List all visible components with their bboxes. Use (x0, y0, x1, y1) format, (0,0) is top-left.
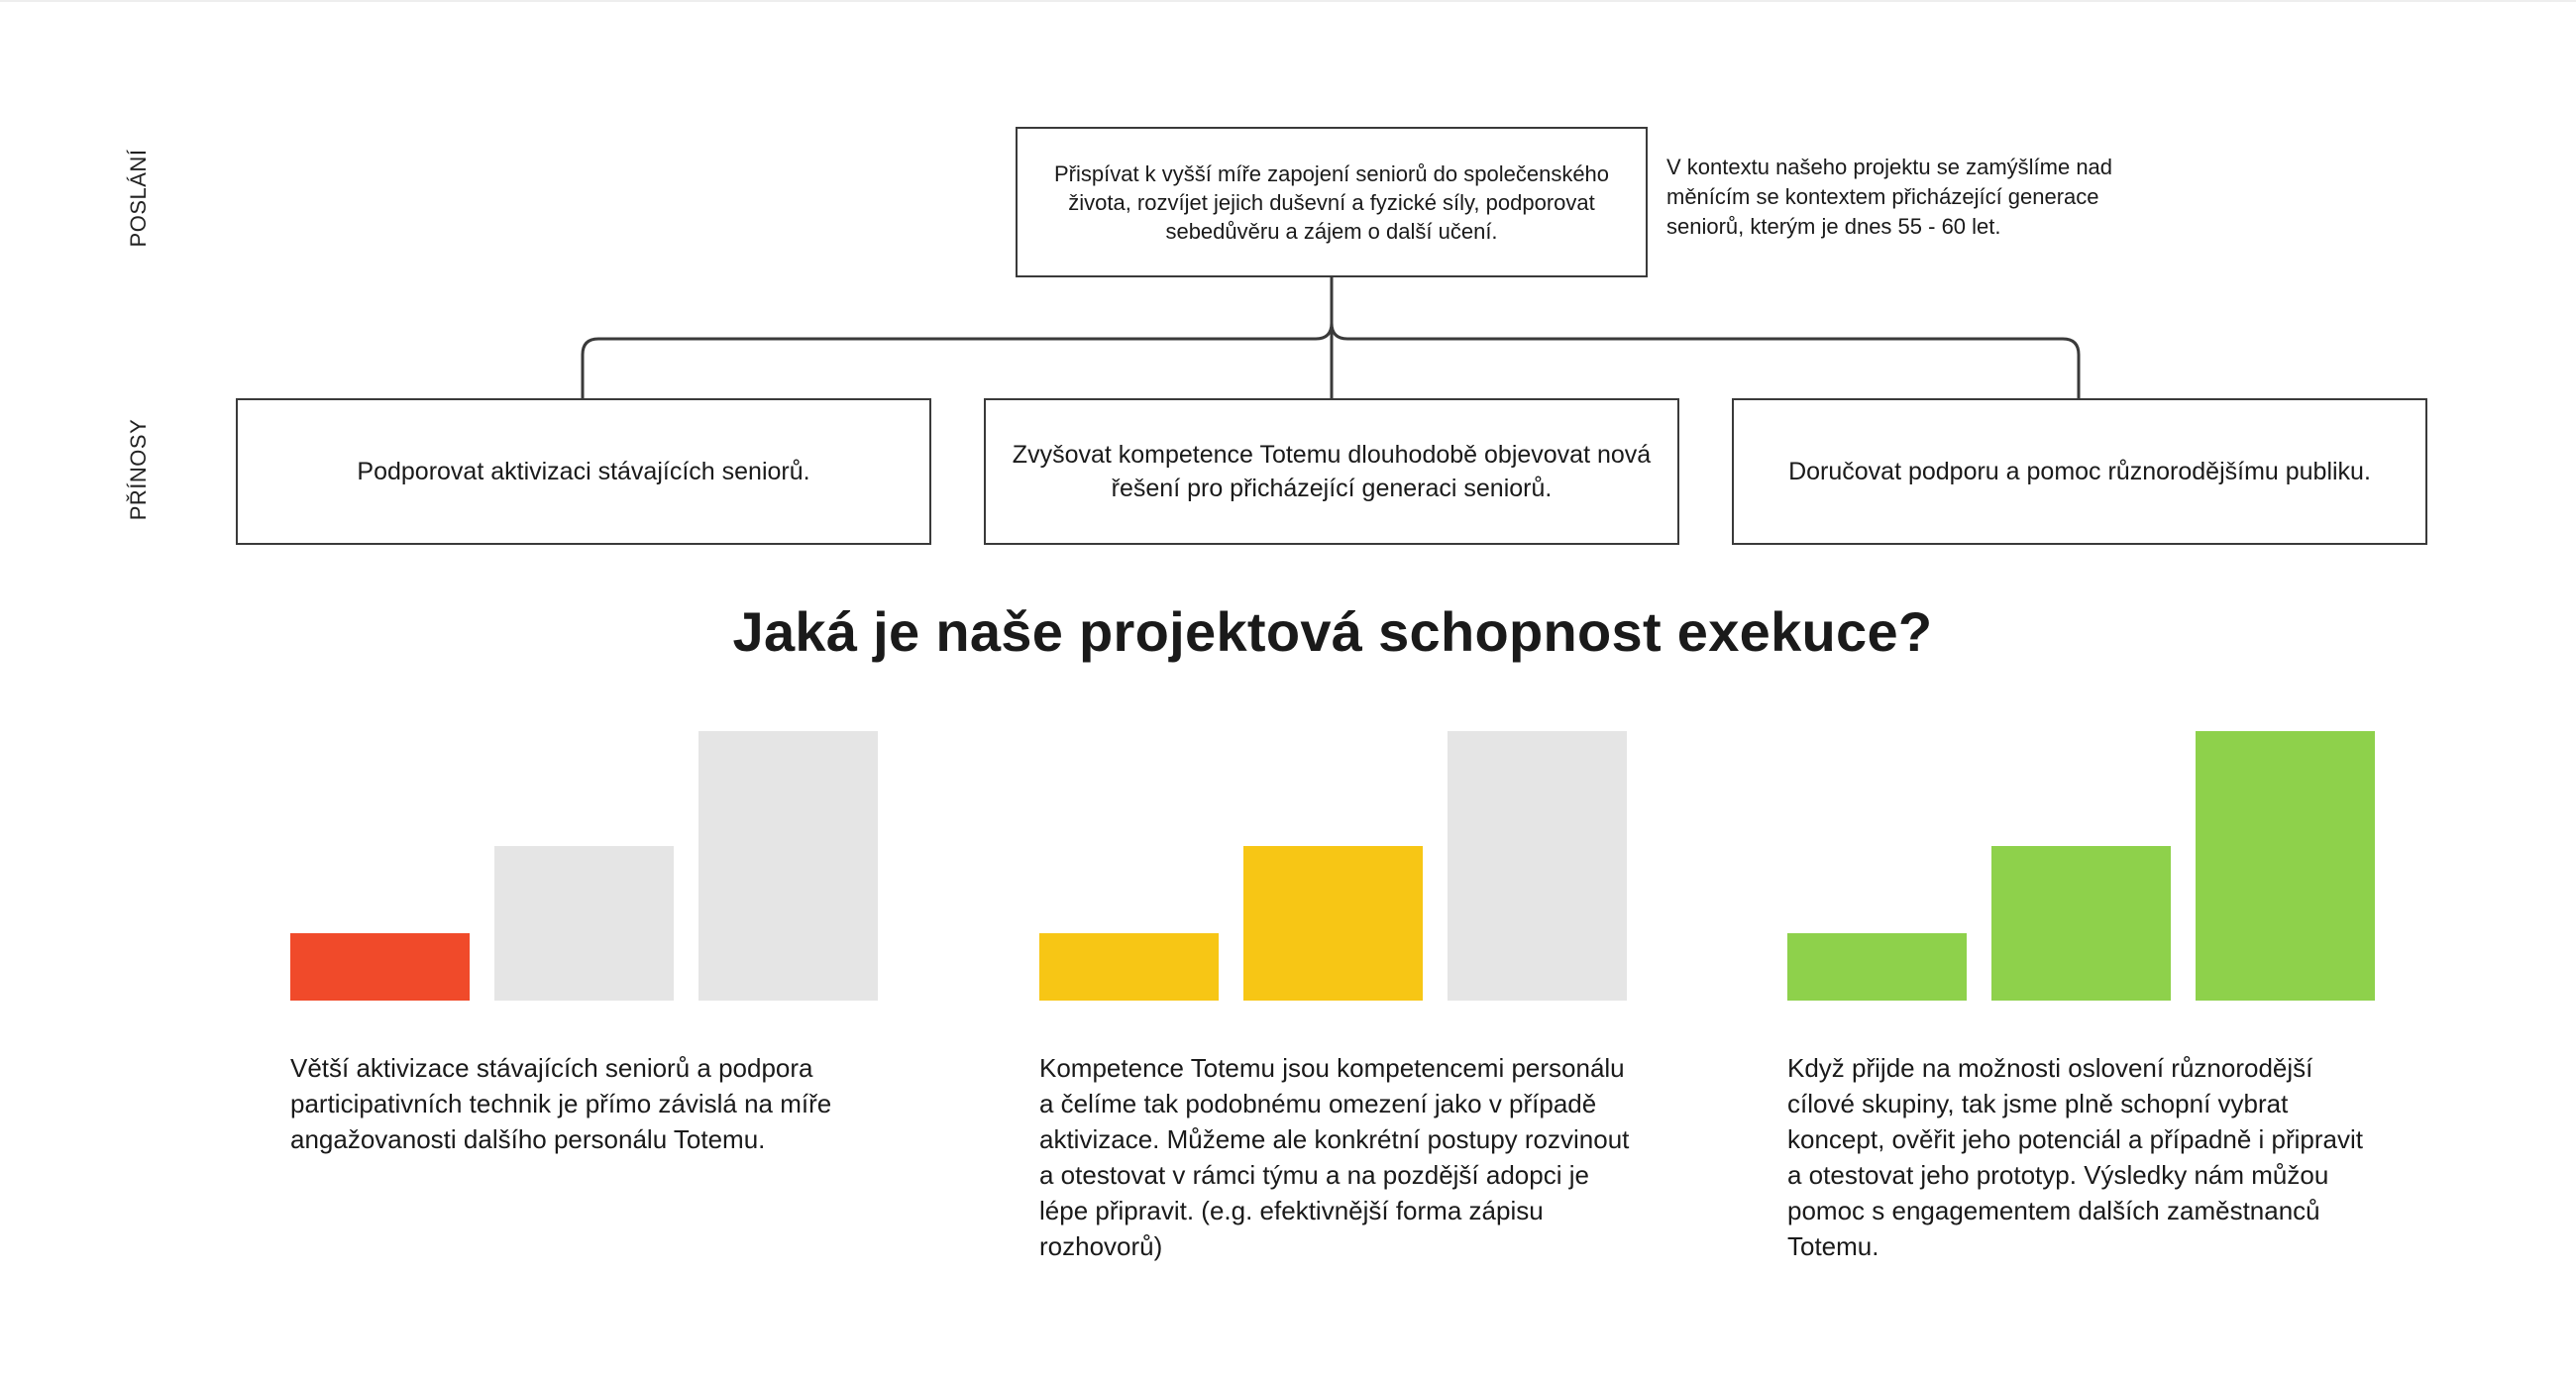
benefit-text: Zvyšovat kompetence Totemu dlouhodobě objevovat nová řešení pro přicházející generaci seniorů. (1012, 441, 1652, 502)
benefit-text: Podporovat aktivizaci stávajících seniorů. (357, 458, 810, 485)
level-bar-1 (290, 933, 470, 1001)
mission-text: Přispívat k vyšší míře zapojení seniorů do společenského života, rozvíjet jejich duševní a fyzické síly, podporovat sebedůvěru a zájem o další učení. (1053, 160, 1610, 244)
context-note: V kontextu našeho projektu se zamýšlíme nad měnícím se kontextem přicházející generace seniorů, kterým je dnes 55 - 60 let. (1666, 155, 2113, 239)
capability-panel-2 (1039, 723, 1634, 1001)
section-heading: Jaká je naše projektová schopnost exekuce? (732, 600, 1933, 663)
benefit-box-3 (1732, 398, 2427, 545)
level-bar-2 (494, 846, 674, 1001)
capability-description-1: Větší aktivizace stávajících seniorů a podpora participativních technik je přímo závislá na míře angažovanosti dalšího personálu Totemu. (290, 1053, 832, 1154)
level-bar-2 (1991, 846, 2171, 1001)
benefit-box-1 (236, 398, 931, 545)
level-bar-3 (1448, 731, 1627, 1001)
level-bar-3 (698, 731, 878, 1001)
capability-panel-1 (290, 723, 885, 1001)
capability-description-3: Když přijde na možnosti oslovení různorodější cílové skupiny, tak jsme plně schopní vybrat koncept, ověřit jeho potenciál a případně i připravit a otestovat jeho prototyp. Výsledky nám můžou pomoc s engagementem dalších zaměstnanců Totemu. (1787, 1053, 2364, 1261)
mission-box (1016, 127, 1648, 277)
capability-description-2: Kompetence Totemu jsou kompetencemi personálu a čelíme tak podobnému omezení jako v případě aktivizace. Můžeme ale konkrétní postupy rozvinout a otestovat v rámci týmu a na pozdější adopci je lépe připravit. (e.g. efektivnější forma zápisu rozhovorů) (1039, 1053, 1630, 1261)
benefit-box-2 (984, 398, 1679, 545)
level-bar-1 (1787, 933, 1967, 1001)
benefit-text: Doručovat podporu a pomoc různorodějšímu publiku. (1788, 458, 2371, 485)
level-bar-1 (1039, 933, 1219, 1001)
capability-panel-3 (1787, 723, 2382, 1001)
level-bar-3 (2196, 731, 2375, 1001)
level-bar-2 (1243, 846, 1423, 1001)
